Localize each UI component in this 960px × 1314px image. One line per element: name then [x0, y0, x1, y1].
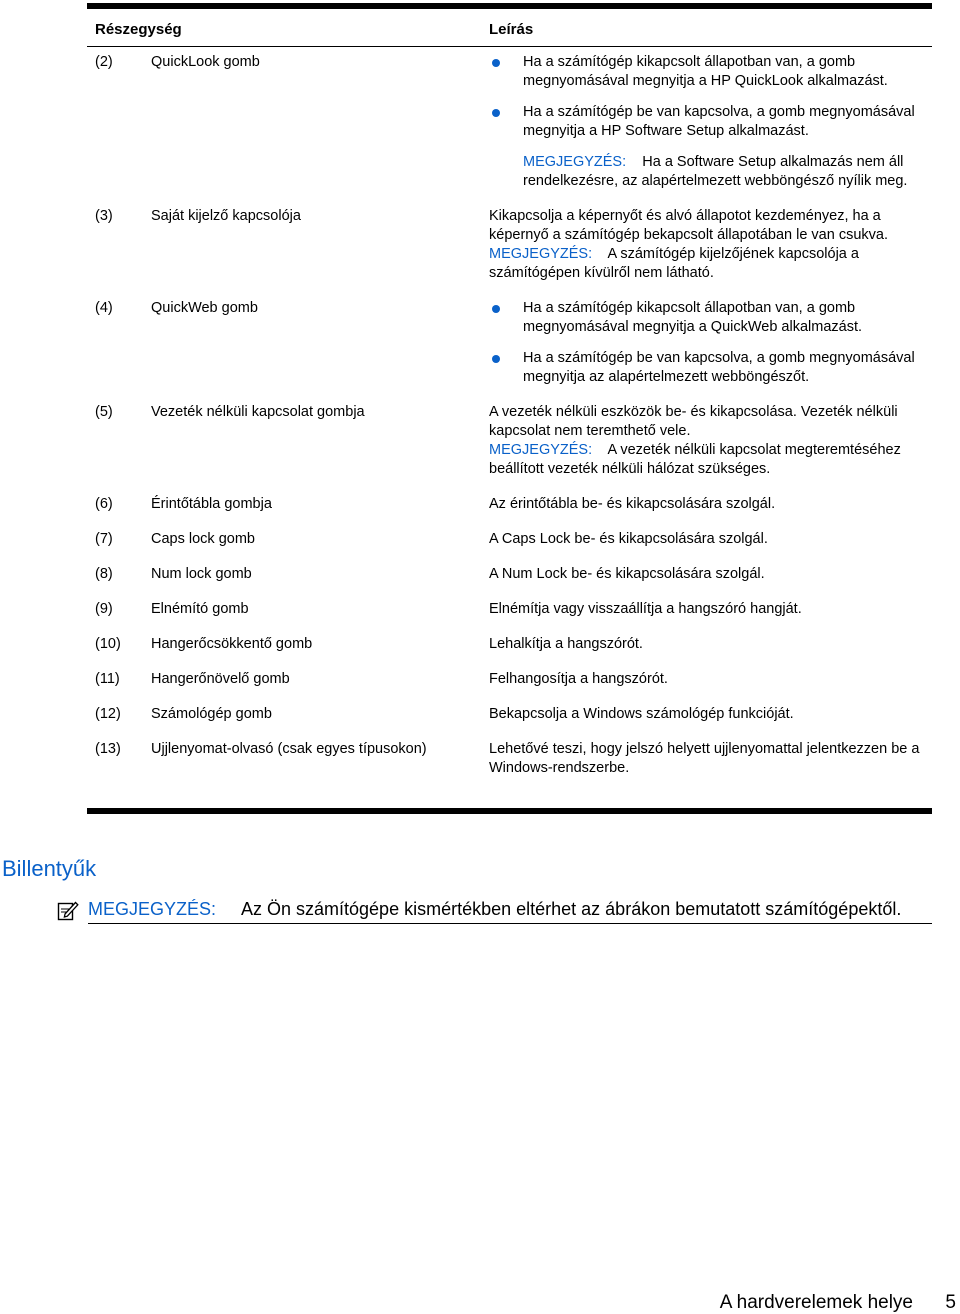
row-name: Hangerőcsökkentő gomb	[151, 636, 313, 652]
table-header	[87, 9, 932, 46]
row-text: A vezeték nélküli eszközök be- és kikapcsolása. Vezeték nélküli kapcsolat nem teremthető vele.	[489, 404, 898, 439]
row-description	[489, 403, 932, 479]
footer-title: A hardverelemek helye	[719, 1292, 913, 1313]
row-note	[489, 153, 932, 191]
note-text: Ha a Software Setup alkalmazás nem áll rendelkezésre, az alapértelmezett webböngésző nyílik meg.	[523, 154, 908, 189]
row-number: (5)	[95, 404, 113, 420]
row-name: Vezeték nélküli kapcsolat gombja	[151, 404, 365, 420]
row-description	[489, 670, 932, 689]
row-description	[489, 565, 932, 584]
header-part: Részegység	[95, 21, 182, 38]
row-name: QuickLook gomb	[151, 54, 260, 70]
row-name: Ujjlenyomat-olvasó (csak egyes típusokon)	[151, 741, 427, 757]
table-row	[87, 299, 932, 387]
header-description: Leírás	[489, 21, 534, 38]
bullet-icon	[492, 355, 500, 363]
row-text: Bekapcsolja a Windows számológép funkcióját.	[489, 706, 794, 722]
table-row	[87, 740, 932, 778]
note-underline	[88, 923, 932, 924]
table-row	[87, 635, 932, 654]
row-number: (6)	[95, 496, 113, 512]
row-number: (12)	[95, 706, 121, 722]
row-description	[489, 495, 932, 514]
row-text: Kikapcsolja a képernyőt és alvó állapotot kezdeményez, ha a képernyő a számítógép bekapcsolt állapotában le van csukva.	[489, 208, 888, 243]
row-number: (8)	[95, 566, 113, 582]
row-text: Lehalkítja a hangszórót.	[489, 636, 643, 652]
row-name: Saját kijelző kapcsolója	[151, 208, 301, 224]
row-text: Lehetővé teszi, hogy jelszó helyett ujjlenyomattal jelentkezzen be a Windows-rendszerbe.	[489, 741, 920, 776]
note-label: MEGJEGYZÉS:	[88, 899, 217, 919]
row-text: Felhangosítja a hangszórót.	[489, 671, 668, 687]
note-label: MEGJEGYZÉS:	[523, 154, 627, 170]
component-table	[87, 3, 932, 794]
row-number: (7)	[95, 531, 113, 547]
section-title: Billentyűk	[2, 856, 97, 881]
bullet-item: Ha a számítógép kikapcsolt állapotban van, a gomb megnyomásával megnyitja a QuickWeb alkalmazást.	[489, 299, 932, 337]
note-label: MEGJEGYZÉS:	[489, 442, 593, 458]
row-text: Az érintőtábla be- és kikapcsolására szolgál.	[489, 496, 776, 512]
table-row	[87, 530, 932, 549]
row-text: A Caps Lock be- és kikapcsolására szolgál.	[489, 531, 768, 547]
row-description	[489, 600, 932, 619]
table-row	[87, 207, 932, 283]
table-row	[87, 53, 932, 191]
row-description	[489, 207, 932, 283]
table-row	[87, 600, 932, 619]
row-number: (4)	[95, 300, 113, 316]
note-label: MEGJEGYZÉS:	[489, 246, 593, 262]
bullet-icon	[492, 109, 500, 117]
bullet-item: Ha a számítógép be van kapcsolva, a gomb megnyomásával megnyitja a HP Software Setup alkalmazást.	[489, 103, 932, 141]
table-bottom-rule	[87, 808, 932, 814]
row-description	[489, 53, 932, 191]
row-name: Caps lock gomb	[151, 531, 255, 547]
pencil-note-icon	[57, 899, 79, 921]
table-body	[87, 47, 932, 778]
row-name: Hangerőnövelő gomb	[151, 671, 290, 687]
row-number: (9)	[95, 601, 113, 617]
row-name: QuickWeb gomb	[151, 300, 258, 316]
bullet-icon	[492, 305, 500, 313]
row-name: Num lock gomb	[151, 566, 252, 582]
row-note	[489, 245, 932, 283]
row-number: (13)	[95, 741, 121, 757]
row-text: A Num Lock be- és kikapcsolására szolgál.	[489, 566, 765, 582]
note-text: A számítógép kijelzőjének kapcsolója a számítógépen kívülről nem látható.	[489, 246, 859, 281]
row-description	[489, 705, 932, 724]
row-description	[489, 635, 932, 654]
row-name: Számológép gomb	[151, 706, 272, 722]
row-note	[489, 441, 932, 479]
table-row	[87, 705, 932, 724]
table-row	[87, 403, 932, 479]
note-text: Az Ön számítógépe kismértékben eltérhet az ábrákon bemutatott számítógépektől.	[241, 899, 902, 919]
bullet-item: Ha a számítógép kikapcsolt állapotban van, a gomb megnyomásával megnyitja a HP QuickLook alkalmazást.	[489, 53, 932, 91]
table-row	[87, 565, 932, 584]
note-text: A vezeték nélküli kapcsolat megteremtéséhez beállított vezeték nélküli hálózat szükséges.	[489, 442, 901, 477]
row-name: Érintőtábla gombja	[151, 496, 272, 512]
row-number: (2)	[95, 54, 113, 70]
row-description	[489, 530, 932, 549]
table-row	[87, 495, 932, 514]
row-description	[489, 740, 932, 778]
page-number: 5	[945, 1292, 956, 1313]
row-number: (3)	[95, 208, 113, 224]
row-number: (11)	[95, 671, 120, 687]
row-name: Elnémító gomb	[151, 601, 249, 617]
row-text: Elnémítja vagy visszaállítja a hangszóró hangját.	[489, 601, 802, 617]
bullet-item: Ha a számítógép be van kapcsolva, a gomb megnyomásával megnyitja az alapértelmezett webböngészőt.	[489, 349, 932, 387]
table-row	[87, 670, 932, 689]
row-description	[489, 299, 932, 387]
bullet-icon	[492, 59, 500, 67]
row-number: (10)	[95, 636, 121, 652]
